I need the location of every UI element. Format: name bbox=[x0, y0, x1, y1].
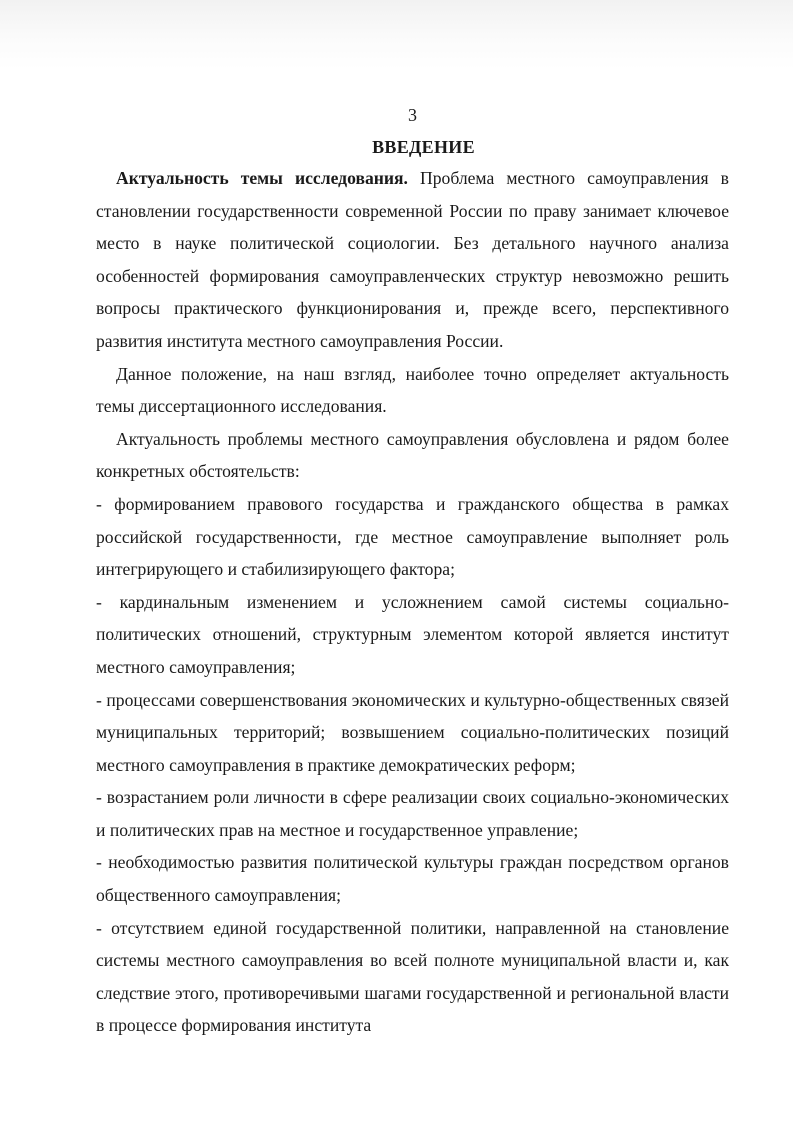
list-item: - процессами совершенствования экономических и культурно-общественных связей муниципальных территорий; возвышением социально-политических позиций местного самоуправления в практике демократических реформ; bbox=[96, 689, 729, 775]
paragraph-lead: Актуальность темы исследования. bbox=[116, 168, 408, 188]
paragraph: Актуальность проблемы местного самоуправления обусловлена и рядом более конкретных обстоятельств: bbox=[96, 428, 729, 482]
list-item: - формированием правового государства и гражданского общества в рамках российской государственности, где местное самоуправление выполняет роль интегрирующего и стабилизирующего фактора; bbox=[96, 493, 729, 580]
paragraph-text: Проблема местного самоуправления в становлении государственности современной России по праву занимает ключевое место в науке политической социологии. Без детального научного анализа особенностей формирования самоуправленческих структур невозможно решить вопросы практического функционирования и, прежде всего, перспективного развития института местного самоуправления России. bbox=[96, 168, 729, 351]
page-number: 3 bbox=[408, 105, 417, 125]
list-item: - возрастанием роли личности в сфере реализации своих социально-экономических и политических прав на местное и государственное управление; bbox=[96, 787, 729, 840]
list-item: - необходимостью развития политической культуры граждан посредством органов общественного самоуправления; bbox=[96, 852, 729, 906]
paragraph-relevance bbox=[96, 162, 729, 358]
document-page bbox=[96, 100, 729, 1042]
section-heading: ВВЕДЕНИЕ bbox=[372, 137, 475, 157]
paragraph: Данное положение, на наш взгляд, наиболее точно определяет актуальность темы диссертационного исследования. bbox=[96, 363, 729, 417]
list-item: - кардинальным изменением и усложнением самой системы социально-политических отношений, структурным элементом которой является институт местного самоуправления; bbox=[96, 591, 729, 677]
list-item: - отсутствием единой государственной политики, направленной на становление системы местного самоуправления во всей полноте муниципальной власти и, как следствие этого, противоречивыми шагами государственной и региональной власти в процессе формирования института bbox=[96, 917, 729, 1036]
